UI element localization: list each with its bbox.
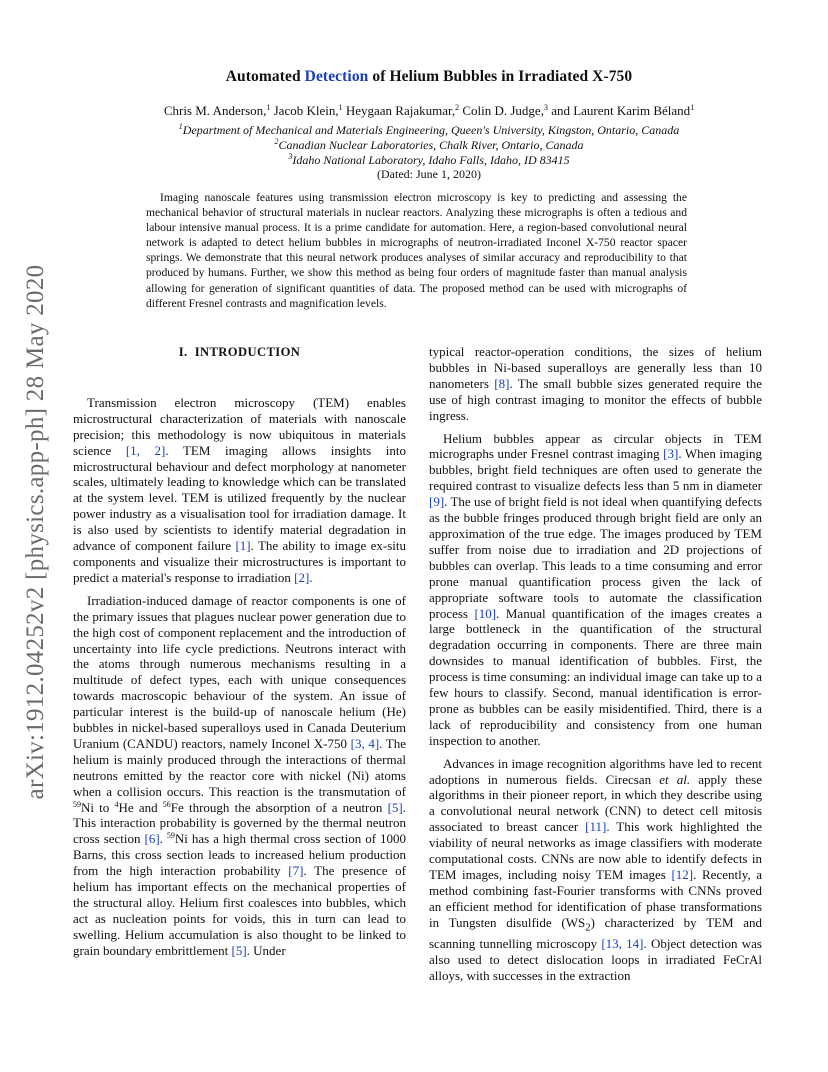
citation-link[interactable]: [1] bbox=[235, 538, 251, 554]
citation-link[interactable]: [9] bbox=[429, 494, 445, 510]
affiliation: $^2$Canadian Nuclear Laboratories, Chalk River, Ontario, Canada bbox=[274, 137, 584, 152]
citation-link[interactable]: [6] bbox=[144, 831, 160, 847]
author: Chris M. Anderson, bbox=[163, 103, 267, 118]
citation-link[interactable]: [2] bbox=[294, 569, 310, 585]
paragraph: Irradiation-induced damage of reactor components is one of the primary issues that plagues nuclear power generation due to the high cost of component replacement and the introduction of uncertainty into life cycle predictions. Neutrons interact with the atoms through numerous mechanisms resulting in a multitude of defect types, each with unique consequences towards macroscopic behaviour of the system. An issue of particular interest is the build-up of nanoscale helium (He) bubbles in nickel-based superalloys used in Canada Deuterium Uranium (CANDU) reactors, namely Inconel X-750 [3, 4]. The helium is mainly produced through the interactions of thermal neutrons emitted by the reactor core with nickel (Ni) atoms when a collision occurs. This reaction is the transmutation of $^{59}$Ni to $^4$He and $^{56}$Fe through the absorption of a neutron [5]. This interaction probability is governed by the thermal neutron cross section [6]. $^{59}$Ni has a high thermal cross section of 1000 Barns, this cross section leads to increased helium production from the high interaction probability [7]. The presence of helium has important effects on the mechanical properties of the structural alloy. Helium first coalesces into bubbles, which act as nucleation points for voids, this in turn can lead to swelling. Helium accumulation is also thought to be linked to grain boundary embrittlement [5]. Under bbox=[73, 592, 406, 958]
author-list: Chris M. Anderson,$^1$ Jacob Klein,$^1$ Heygaan Rajakumar,$^2$ Colin D. Judge,$^3$ and Laurent Karim Béland$^1$ bbox=[163, 103, 695, 118]
paragraph: Helium bubbles appear as circular objects in TEM micrographs under Fresnel contrast imaging [3]. When imaging bubbles, bright field techniques are often used to generate the required contrast to visualize defects less than 5 nm in diameter [9]. The use of bright field is not ideal when quantifying defects as the bubble fringes produced through bright field are only an approximation of the true edge. The images produced by TEM suffer from noise due to irradiation and 2D projections of bubbles can overlap. This leads to a time consuming and error prone manual quantification process given the lack of appropriate software tools to automate the classification process [10]. Manual quantification of the images creates a large bottleneck in the quantification of the structural degradation occurring in components. There are three main downsides to manual identification of bubbles. First, the process is time consuming: an individual image can take up to a few hours to classify. Second, manual identification is error-prone as bubbles can be easily misidentified. Third, there is a lack of reproducibility and consistency from one human inspection to another. bbox=[429, 430, 763, 748]
author: Heygaan Rajakumar, bbox=[342, 103, 456, 118]
citation-link[interactable]: [3, 4] bbox=[350, 735, 380, 751]
citation-link[interactable]: [1, 2] bbox=[125, 442, 166, 458]
paragraph: typical reactor-operation conditions, the sizes of helium bubbles in Ni-based superalloys are generally less than 10 nanometers [8]. The small bubble sizes generated require the use of high contrast imaging to monitor the effects of bubble ingress. bbox=[429, 344, 763, 423]
citation-link[interactable]: [10] bbox=[474, 605, 497, 621]
citation-link[interactable]: [5] bbox=[387, 799, 403, 815]
author: Jacob Klein, bbox=[270, 103, 339, 118]
date-line: (Dated: June 1, 2020) bbox=[377, 167, 481, 181]
right-column bbox=[429, 344, 762, 984]
affiliation: $^3$Idaho National Laboratory, Idaho Falls, Idaho, ID 83415 bbox=[288, 152, 570, 167]
title-highlight: Detection bbox=[304, 68, 369, 85]
arxiv-identifier-stamp bbox=[0, 0, 70, 1072]
paper-title: Automated Detection of Helium Bubbles in Irradiated X-750 bbox=[225, 68, 633, 85]
citation-link[interactable]: [12] bbox=[671, 867, 694, 882]
author: and Laurent Karim Béland bbox=[547, 103, 691, 118]
citation-link[interactable]: [7] bbox=[288, 863, 304, 879]
paragraph: Advances in image recognition algorithms have led to recent adoptions in numerous fields. Cirecsan et al. apply these algorithms in their pioneer report, in which they describe using a convolutional neural network (CNN) to detect cell mitosis associated to breast cancer [11]. This work highlighted the viability of neural networks as image classifiers with moderate computational costs. CNNs are now able to identify defects in TEM images, including noisy TEM images [12]. Recently, a method combining fast-Fourier transforms with CNNs proved an efficient method for identification of phase transformations in Tungsten disulfide $(WS_2)$ characterized by TEM and scanning tunnelling microscopy [13, 14]. Object detection was also used to detect dislocation loops in irradiated FeCrAl alloys, with successes in the extraction bbox=[429, 755, 763, 984]
citation-link[interactable]: [11] bbox=[585, 819, 607, 835]
paragraph: Transmission electron microscopy (TEM) enables microstructural characterization of materials with nanoscale precision; this methodology is now ubiquitous in materials science [1, 2]. TEM imaging allows insights into microstructural behaviour and defect morphology at nanometer scales, ultimately leading to knowledge which can be translated at the system level. TEM is utilized frequently by the nuclear power industry as a visualisation tool for irradiation damage. It is also used by scientists to identify material degradation in advance of component failure [1]. The ability to image ex-situ components and visualize their microstructures is important to predict a material's response to irradiation [2]. bbox=[73, 394, 406, 585]
citation-link[interactable]: [3] bbox=[663, 446, 679, 462]
section-heading: I. INTRODUCTION bbox=[178, 345, 301, 359]
citation-link[interactable]: [13, 14] bbox=[601, 936, 644, 952]
citation-link[interactable]: [5] bbox=[231, 942, 247, 958]
author: Colin D. Judge, bbox=[459, 103, 544, 118]
left-column bbox=[73, 340, 406, 959]
arxiv-identifier: arXiv:1912.04252v2 [physics.app-ph] 28 May 2020 bbox=[22, 264, 49, 800]
abstract: Imaging nanoscale features using transmission electron microscopy is key to predicting and assessing the mechanical behavior of structural materials in nuclear reactors. Analyzing these micrographs is often a tedious and labour intensive manual process. It is a prime candidate for automation. Here, a region-based convolutional neural network is adapted to detect helium bubbles in micrographs of neutron-irradiated Inconel X-750 reactor spacer springs. We demonstrate that this neural network produces analyses of similar accuracy and reproducibility to that produced by humans. Further, we show this method as being four orders of magnitude faster than manual analysis allowing for generation of significant quantities of data. The proposed method can be used with micrographs of different Fresnel contrasts and magnification levels. bbox=[146, 191, 687, 310]
affiliation: $^1$Department of Mechanical and Materials Engineering, Queen's University, Kingston, Ontario, Canada bbox=[178, 122, 680, 137]
citation-link[interactable]: [8] bbox=[494, 375, 510, 391]
